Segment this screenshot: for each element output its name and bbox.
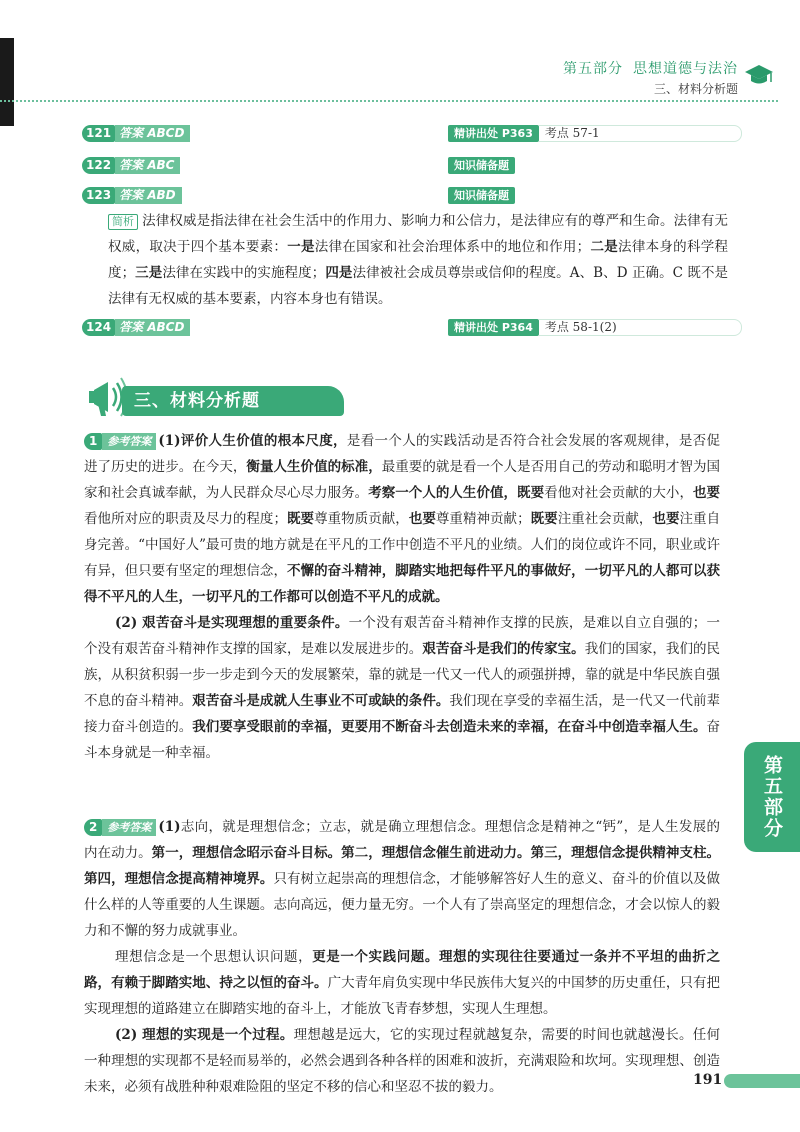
bold-text: 第一，理想信念昭示奋斗目标。第二，理想信念催生前进动力。第三，理想信念提供精神支柱。第四，理想信念提高精神境界。: [84, 845, 721, 887]
answer-tag: [84, 433, 156, 450]
material-answer-1: [84, 428, 720, 766]
bold-text: (2) 理想的实现是一个过程。: [115, 1027, 294, 1043]
text: 只有树立起崇高的理想信念，才能够解答好人生的意义、奋斗的价值以及做什么样的人等重要的人生课题。志向高远，便力量无穷。一个人有了崇高坚定的理想信念，才会以惊人的毅力和不懈的努力成就事业。: [84, 871, 721, 939]
analysis-bold: 一是: [287, 239, 315, 255]
header-part-label: 第五部分: [563, 61, 623, 77]
reference-extra: 考点 58-1(2): [539, 319, 742, 336]
analysis-bold: 二是: [590, 239, 619, 255]
question-number: 122: [82, 157, 115, 174]
reference-row-124: [448, 318, 742, 336]
paragraph: [84, 610, 720, 766]
analysis-text: 法律在国家和社会治理体系中的地位和作用；: [314, 239, 591, 255]
paragraph: [84, 944, 720, 1022]
text: 奋斗本身就是一种幸福。: [84, 719, 721, 761]
reference-row-123: [448, 186, 515, 204]
text: 最重要的就是看一个人是否用自己的劳动和聪明才智为国家和社会真诚奉献，为人民群众尽心尽力服务。: [84, 459, 721, 501]
analysis-text: 法律被社会成员尊崇或信仰的程度。A、B、D 正确。C 既不是法律有无权威的基本要素，内容本身也有错误。: [108, 265, 729, 307]
section-title: 三、材料分析题: [122, 386, 344, 416]
bold-text: 更是一个实践问题。理想的实现往往要通过一条并不平坦的曲折之路，有赖于脚踏实地、持之以恒的奋斗。: [84, 949, 721, 991]
reference-label: 知识储备题: [448, 187, 515, 204]
bold-text: 衡量人生价值的标准，: [246, 459, 382, 475]
reference-row-122: [448, 156, 515, 174]
text: 尊重精神贡献；: [435, 511, 531, 527]
question-number: 123: [82, 187, 115, 204]
text: 注重自身完善。“中国好人”最可贵的地方就是在平凡的工作中创造不平凡的业绩。人们的岗位或许不同，职业或许有异，但只要有坚定的理想信念，: [84, 511, 721, 579]
text: 理想越是远大，它的实现过程就越复杂，需要的时间也就越漫长。任何一种理想的实现都不是轻而易举的，必然会遇到各种各样的困难和波折，充满艰险和坎坷。实现理想、创造未来，必须有战胜种种艰难险阻的坚定不移的信心和坚忍不拔的毅力。: [84, 1027, 721, 1095]
analysis-bold: 三是: [135, 265, 163, 281]
header-section: 三、材料分析题: [653, 82, 738, 96]
text: 我们现在享受的幸福生活，是一代又一代前辈接力奋斗创造的。: [84, 693, 721, 735]
bold-text: 考察一个人的人生价值，既要: [368, 485, 545, 501]
answer-label: 答案 ABD: [115, 187, 182, 204]
header-subject: 思想道德与法治: [633, 61, 738, 77]
analysis-label: 简析: [108, 214, 138, 230]
question-number: 124: [82, 319, 115, 336]
page-number: 191: [693, 1072, 723, 1088]
page-header: [563, 58, 738, 97]
analysis-text: 法律权威是指法律在社会生活中的作用力、影响力和公信力，是法律应有的尊严和生命。法律有无权威，取决于四个基本要素：: [108, 213, 728, 255]
graduation-cap-icon: [744, 62, 774, 88]
part-number: (1): [158, 819, 181, 835]
bold-text: 艰苦奋斗是成就人生事业不可或缺的条件。: [192, 693, 450, 709]
question-number: 2: [84, 819, 102, 836]
text: 看他所对应的职责及尽力的程度；: [84, 511, 287, 527]
reference-label: 精讲出处 P363: [448, 125, 539, 142]
reference-label: 精讲出处 P364: [448, 319, 539, 336]
bold-text: 既要: [286, 511, 315, 527]
answer-label: 答案 ABCD: [115, 319, 190, 336]
header-divider: [0, 100, 778, 102]
header-part: [563, 58, 738, 78]
answer-label: 参考答案: [102, 433, 156, 450]
paragraph: [84, 1022, 723, 1100]
text: 志向，就是理想信念；立志，就是确立理想信念。理想信念是精神之“钙”，是人生发展的内在动力。: [84, 819, 720, 861]
answer-label: 答案 ABCD: [115, 125, 190, 142]
bold-text: 也要: [408, 511, 436, 527]
bold-text: 评价人生价值的根本尺度，: [180, 433, 347, 449]
analysis-bold: 四是: [325, 265, 353, 281]
text: 理想信念是一个思想认识问题，: [115, 949, 313, 965]
paragraph: [84, 814, 720, 944]
analysis-text: 法律在实践中的实施程度；: [162, 265, 326, 281]
bold-text: 也要: [692, 485, 721, 501]
text: 一个没有艰苦奋斗精神作支撑的民族，是难以自立自强的；一个没有艰苦奋斗精神作支撑的国家，是难以发展进步的。: [84, 615, 720, 657]
page-number-bar: [724, 1074, 800, 1088]
section-heading: [86, 368, 346, 422]
bold-text: 艰苦奋斗是我们的传家宝。: [422, 641, 585, 657]
text: 我们的国家，我们的民族，从积贫积弱一步一步走到今天的发展繁荣，靠的就是一代又一代人的顽强拼搏，靠的就是中华民族自强不息的奋斗精神。: [84, 641, 721, 709]
bold-text: 我们要享受眼前的幸福，更要用不断奋斗去创造未来的幸福，在奋斗中创造幸福人生。: [192, 719, 707, 735]
answer-row-122: [82, 156, 180, 174]
text: 注重社会贡献，: [557, 511, 653, 527]
bold-text: 也要: [652, 511, 680, 527]
text: 是看一个人的实践活动是否符合社会发展的客观规律，是否促进了历史的进步。在今天，: [84, 433, 721, 475]
answer-row-124: [82, 318, 190, 336]
reference-extra: 考点 57-1: [539, 125, 742, 142]
answer-row-123: [82, 186, 182, 204]
text: 广大青年肩负实现中华民族伟大复兴的中国梦的历史重任，只有把实现理想的道路建立在脚踏实地的奋斗上，才能放飞青春梦想，实现人生理想。: [84, 975, 721, 1017]
question-number: 121: [82, 125, 115, 142]
binding-edge-mark: [0, 38, 14, 126]
reference-row-121: [448, 124, 742, 142]
answer-label: 答案 ABC: [115, 157, 180, 174]
analysis-text: 法律本身的科学程度；: [108, 239, 729, 281]
answer-row-121: [82, 124, 190, 142]
part-number: (1): [158, 433, 181, 449]
reference-label: 知识储备题: [448, 157, 515, 174]
answer-label: 参考答案: [102, 819, 156, 836]
bold-text: 既要: [530, 511, 558, 527]
bold-text: (2) 艰苦奋斗是实现理想的重要条件。: [115, 615, 349, 631]
paragraph: [84, 428, 720, 610]
text: 看他对社会贡献的大小，: [544, 485, 693, 501]
question-number: 1: [84, 433, 102, 450]
material-answer-2: [84, 814, 723, 1100]
analysis-paragraph: [108, 208, 728, 312]
chapter-side-tab: 第五部分: [744, 742, 800, 852]
answer-tag: [84, 819, 156, 836]
text: 尊重物质贡献，: [314, 511, 409, 527]
bold-text: 不懈的奋斗精神，脚踏实地把每件平凡的事做好，一切平凡的人都可以获得不平凡的人生，一切平凡的工作都可以创造不平凡的成就。: [84, 563, 721, 605]
